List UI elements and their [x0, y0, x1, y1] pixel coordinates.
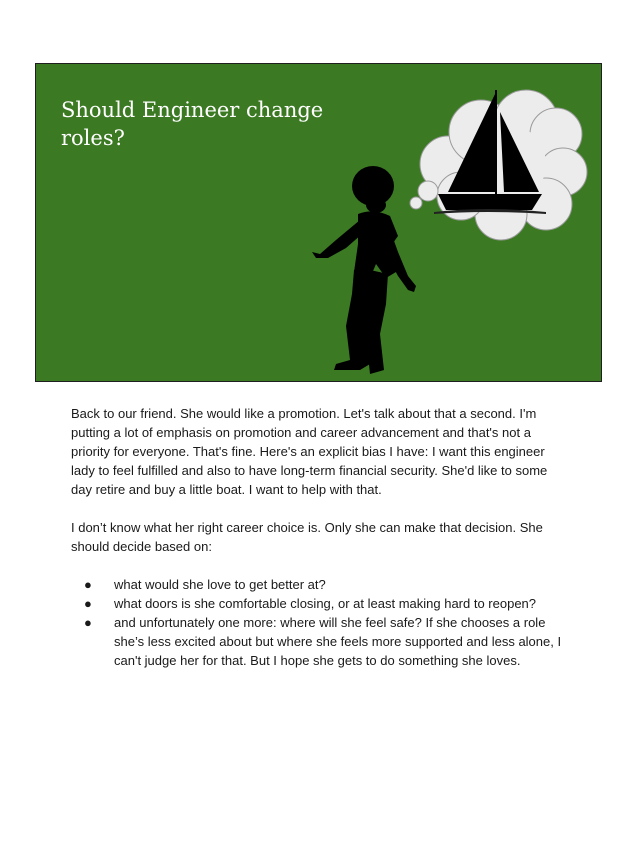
slide-panel [35, 63, 602, 382]
notes-bullet-list [71, 575, 571, 670]
woman-silhouette-icon [312, 166, 416, 374]
list-item [71, 613, 571, 670]
notes-paragraph-2: I don’t know what her right career choice is. Only she can make that decision. She should decide based on: [71, 520, 543, 554]
thought-bubble-icon [410, 90, 587, 240]
list-item-text: what would she love to get better at? [114, 577, 326, 592]
list-item-text: what doors is she comfortable closing, or at least making hard to reopen? [114, 596, 537, 611]
slide-illustration [36, 64, 602, 382]
bullet-dot-icon: ● [84, 577, 92, 592]
bullet-dot-icon: ● [84, 596, 92, 611]
list-item [71, 575, 571, 594]
bullet-dot-icon: ● [84, 615, 92, 630]
speaker-notes [71, 404, 571, 670]
list-item-text: and unfortunately one more: where will she feel safe? If she chooses a role she’s less excited about but where she feels more supported and less alone, I can't judge her for that. But I hope she gets to do something she loves. [114, 615, 562, 668]
slide-title: Should Engineer change roles? [61, 98, 324, 150]
notes-paragraph-1: Back to our friend. She would like a promotion. Let's talk about that a second. I'm putting a lot of emphasis on promotion and career advancement and that's not a priority for everyone. That's fine. Here's an explicit bias I have: I want this engineer lady to feel fulfilled and also to have long-term financial security. She'd like to some day retire and buy a little boat. I want to help with that. [71, 406, 548, 497]
list-item [71, 594, 571, 613]
